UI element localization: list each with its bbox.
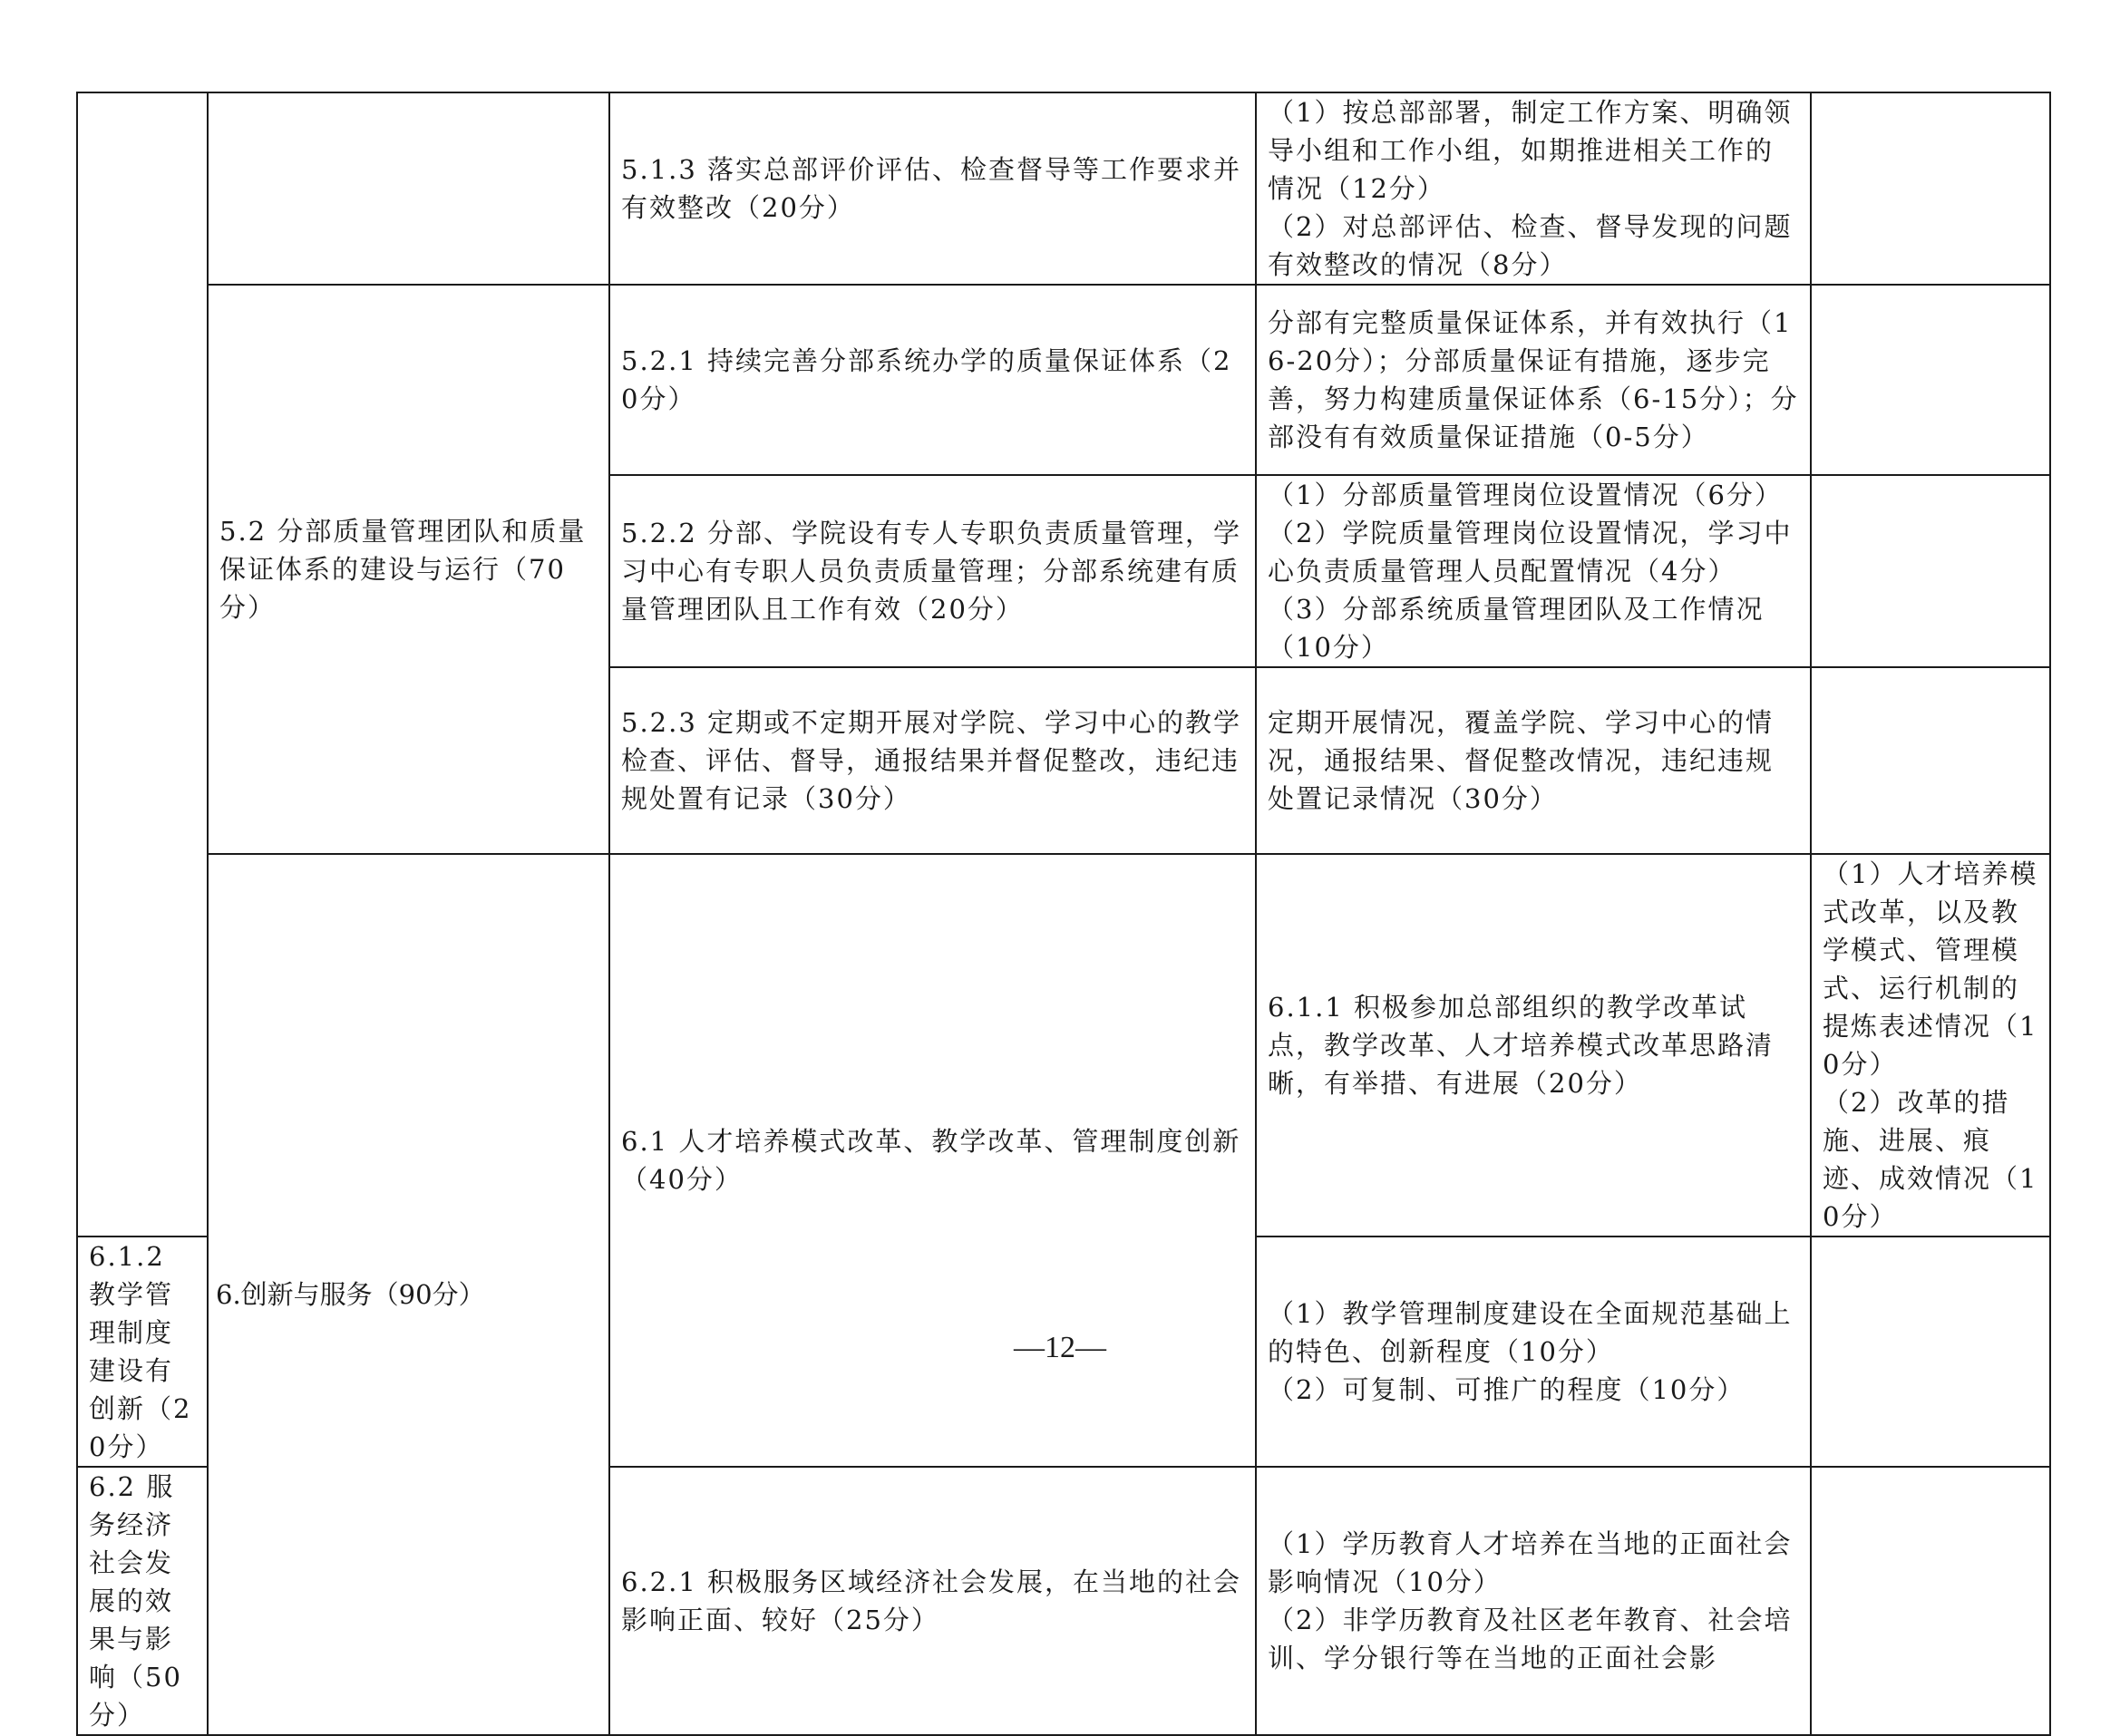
- secondary-indicator-6-2: 6.2 服务经济社会发展的效果与影响（50分）: [77, 1467, 208, 1735]
- criteria-item: （1）分部质量管理岗位设置情况（6分）: [1268, 480, 1783, 510]
- indicator-6-2-1: 6.2.1 积极服务区域经济社会发展，在当地的社会影响正面、较好（25分）: [609, 1467, 1256, 1735]
- criteria-item: （2）非学历教育及社区老年教育、社会培训、学分银行等在当地的正面社会影: [1268, 1605, 1793, 1673]
- criteria-item: （1）人才培养模式改革，以及教学模式、管理模式、运行机制的提炼表述情况（10分）: [1823, 858, 2038, 1080]
- indicator-5-2-2: 5.2.2 分部、学院设有专人专职负责质量管理，学习中心有专职人员负责质量管理；分部系统建有质量管理团队且工作有效（20分）: [609, 475, 1256, 667]
- indicator-5-2-1: 5.2.1 持续完善分部系统办学的质量保证体系（20分）: [609, 285, 1256, 475]
- score-cell: [1811, 667, 2050, 854]
- table-row: [77, 854, 2050, 1237]
- criteria-item: （2）学院质量管理岗位设置情况，学习中心负责质量管理人员配置情况（4分）: [1268, 518, 1793, 587]
- secondary-indicator-5-2: 5.2 分部质量管理团队和质量保证体系的建设与运行（70分）: [208, 285, 609, 854]
- indicator-6-1-1: 6.1.1 积极参加总部组织的教学改革试点，教学改革、人才培养模式改革思路清晰，有举措、有进展（20分）: [1256, 854, 1811, 1237]
- criteria-item: （3）分部系统质量管理团队及工作情况（10分）: [1268, 594, 1765, 663]
- score-cell: [1811, 285, 2050, 475]
- criteria-6-1-1: [1811, 854, 2050, 1237]
- primary-indicator-6: 6.创新与服务（90分）: [208, 854, 609, 1735]
- primary-indicator-cell-5: [77, 92, 208, 1237]
- secondary-indicator-cell-5-1: [208, 92, 609, 285]
- criteria-5-2-3: [1256, 667, 1811, 854]
- criteria-item: 定期开展情况，覆盖学院、学习中心的情况，通报结果、督促整改情况，违纪违规处置记录情况（30分）: [1268, 707, 1775, 814]
- criteria-5-1-3: [1256, 92, 1811, 285]
- secondary-indicator-6-1: 6.1 人才培养模式改革、教学改革、管理制度创新（40分）: [609, 854, 1256, 1467]
- evaluation-table: [76, 92, 2051, 1736]
- criteria-item: （1）学历教育人才培养在当地的正面社会影响情况（10分）: [1268, 1528, 1793, 1597]
- criteria-item: 分部有完整质量保证体系，并有效执行（16-20分）；分部质量保证有措施，逐步完善，努力构建质量保证体系（6-15分）；分部没有有效质量保证措施（0-5分）: [1268, 307, 1799, 452]
- indicator-6-1-2: 6.1.2 教学管理制度建设有创新（20分）: [77, 1237, 208, 1467]
- table-row: [77, 92, 2050, 285]
- criteria-item: （2）改革的措施、进展、痕迹、成效情况（10分）: [1823, 1087, 2038, 1232]
- criteria-item: （2）对总部评估、检查、督导发现的问题有效整改的情况（8分）: [1268, 211, 1793, 280]
- criteria-item: （1）教学管理制度建设在全面规范基础上的特色、创新程度（10分）: [1268, 1298, 1793, 1367]
- score-cell: [1811, 92, 2050, 285]
- criteria-6-2-1: [1256, 1467, 1811, 1735]
- criteria-item: （1）按总部部署，制定工作方案、明确领导小组和工作小组，如期推进相关工作的情况（12分）: [1268, 97, 1793, 204]
- table-row: [77, 285, 2050, 475]
- criteria-item: （2）可复制、可推广的程度（10分）: [1268, 1374, 1746, 1405]
- criteria-5-2-2: [1256, 475, 1811, 667]
- score-cell: [1811, 1467, 2050, 1735]
- score-cell: [1811, 475, 2050, 667]
- indicator-5-2-3: 5.2.3 定期或不定期开展对学院、学习中心的教学检查、评估、督导，通报结果并督促整改，违纪违规处置有记录（30分）: [609, 667, 1256, 854]
- criteria-5-2-1: [1256, 285, 1811, 475]
- page-number: —12—: [1014, 1331, 1106, 1364]
- indicator-5-1-3: 5.1.3 落实总部评价评估、检查督导等工作要求并有效整改（20分）: [609, 92, 1256, 285]
